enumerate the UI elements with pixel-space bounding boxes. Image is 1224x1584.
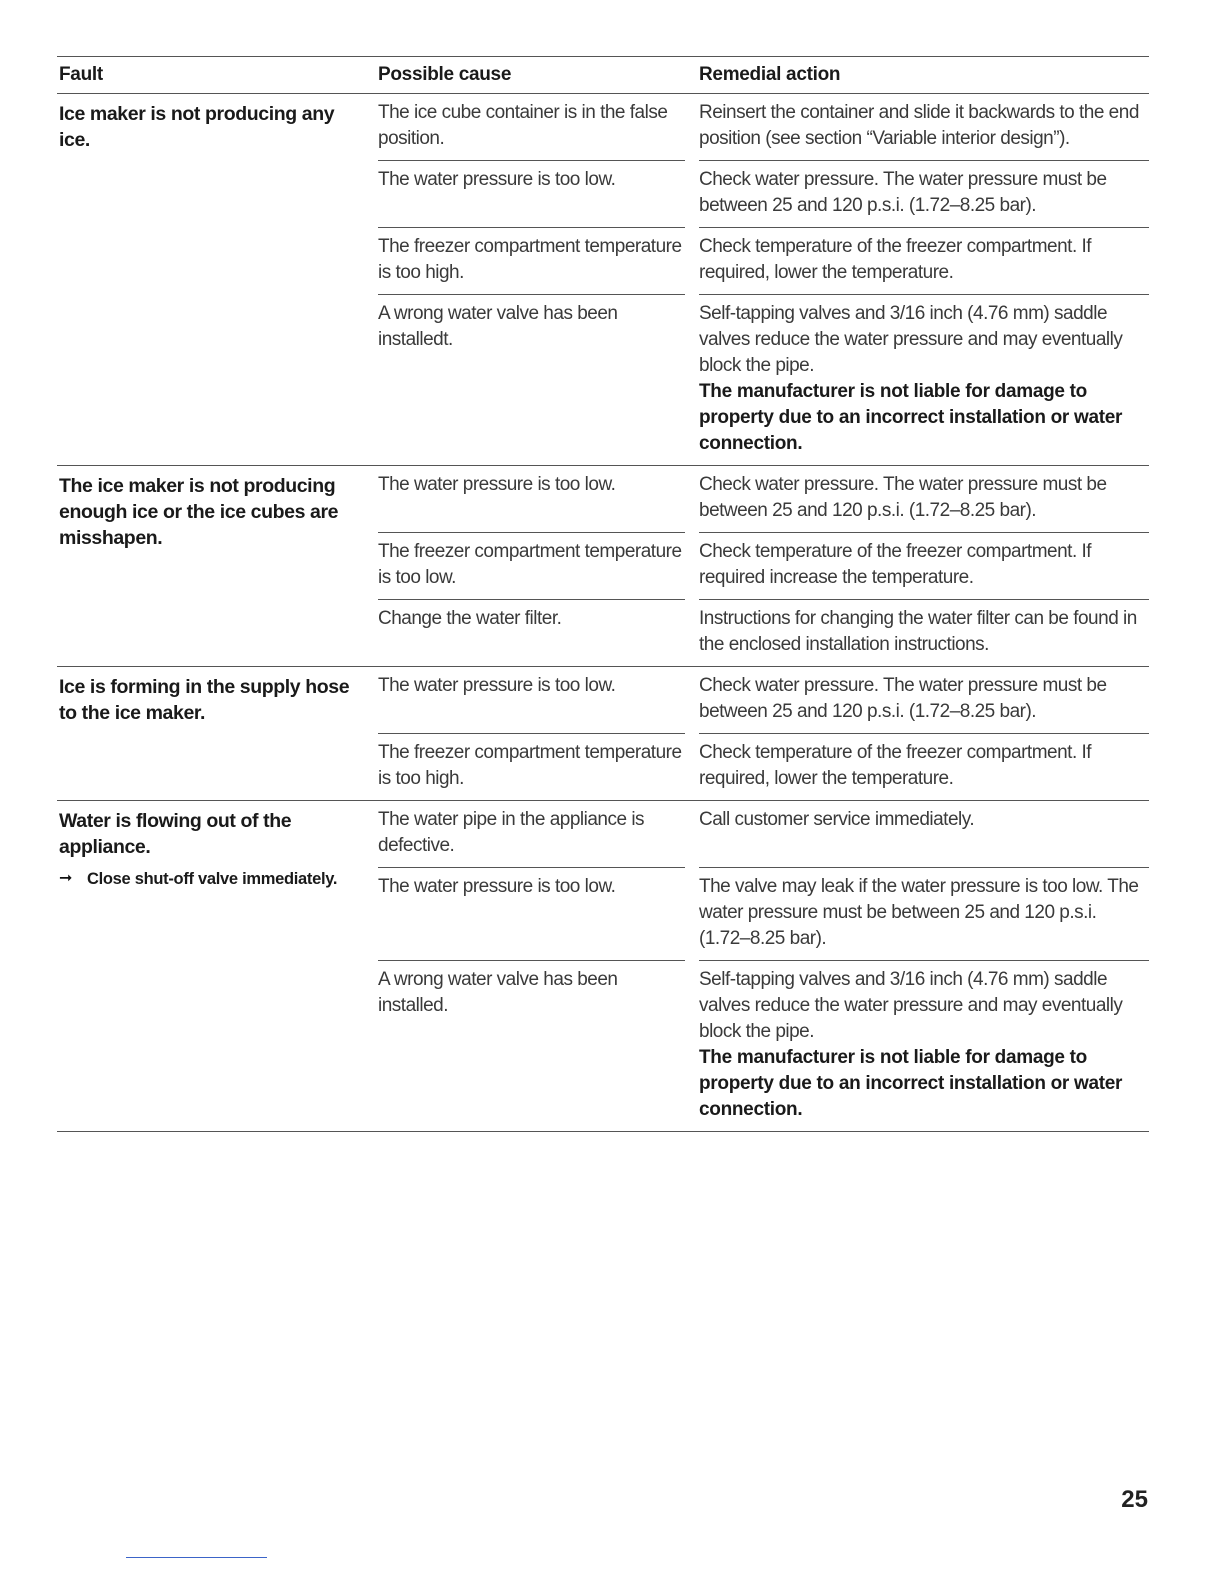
action-cell	[699, 734, 1149, 800]
cause-cell	[378, 600, 685, 666]
liability-note: The manufacturer is not liable for damage to property due to an incorrect installation or water connection.	[699, 381, 1123, 454]
header-cause: Possible cause	[378, 64, 512, 85]
table-row	[378, 868, 1149, 961]
table-row	[378, 734, 1149, 800]
cause-cell	[378, 868, 685, 961]
header-fault: Fault	[59, 64, 103, 85]
cause-action-rows	[378, 667, 1149, 800]
action-content	[699, 161, 1149, 227]
action-content	[699, 228, 1149, 294]
action-content	[699, 961, 1149, 1131]
action-content	[699, 667, 1149, 733]
action-text: The valve may leak if the water pressure is too low. The water pressure must be between 25 and 120 p.s.i. (1.72–8.25 bar).	[699, 876, 1139, 949]
action-cell	[699, 667, 1149, 734]
fault-text: Water is flowing out of the appliance.	[59, 810, 292, 858]
action-cell	[699, 961, 1149, 1131]
fault-cell	[57, 94, 378, 465]
action-cell	[699, 466, 1149, 533]
action-content	[699, 868, 1149, 960]
fault-cell	[57, 466, 378, 666]
action-text: Call customer service immediately.	[699, 809, 975, 830]
cause-cell	[378, 94, 685, 161]
cause-text: The freezer compartment temperature is too low.	[378, 541, 682, 588]
action-text: Self-tapping valves and 3/16 inch (4.76 mm) saddle valves reduce the water pressure and may eventually block the pipe.	[699, 969, 1123, 1042]
cause-text: A wrong water valve has been installedt.	[378, 303, 618, 350]
cause-text: The water pressure is too low.	[378, 675, 616, 696]
troubleshooting-table	[57, 56, 1149, 1132]
fault-cell	[57, 801, 378, 1131]
action-text: Reinsert the container and slide it backwards to the end position (see section “Variable interior design”).	[699, 102, 1139, 149]
table-row	[378, 466, 1149, 533]
cause-text: The water pressure is too low.	[378, 169, 616, 190]
action-content	[699, 94, 1149, 160]
action-text: Check temperature of the freezer compartment. If required increase the temperature.	[699, 541, 1092, 588]
page-number: 25	[1121, 1486, 1148, 1513]
fault-text: The ice maker is not producing enough ice or the ice cubes are misshapen.	[59, 475, 339, 549]
action-content	[699, 533, 1149, 599]
cause-text: The ice cube container is in the false position.	[378, 102, 668, 149]
fault-group	[57, 667, 1149, 801]
table-row	[378, 667, 1149, 734]
action-text: Self-tapping valves and 3/16 inch (4.76 mm) saddle valves reduce the water pressure and may eventually block the pipe.	[699, 303, 1123, 376]
action-cell	[699, 161, 1149, 228]
fault-cell	[57, 667, 378, 800]
header-action: Remedial action	[699, 64, 841, 85]
cause-cell	[378, 295, 685, 465]
table-row	[378, 533, 1149, 600]
cause-action-rows	[378, 466, 1149, 666]
action-content	[699, 734, 1149, 800]
cause-action-rows	[378, 801, 1149, 1131]
table-row	[378, 600, 1149, 666]
arrow-right-icon: ➞	[59, 870, 73, 887]
fault-note-text: Close shut-off valve immediately.	[87, 870, 338, 888]
cause-cell	[378, 801, 685, 868]
fault-text: Ice is forming in the supply hose to the ice maker.	[59, 676, 350, 724]
action-cell	[699, 600, 1149, 666]
footer-rule	[126, 1557, 267, 1558]
cause-cell	[378, 161, 685, 228]
fault-group	[57, 94, 1149, 466]
cause-text: The freezer compartment temperature is too high.	[378, 236, 682, 283]
fault-group	[57, 466, 1149, 667]
table-header	[57, 57, 1149, 94]
table-row	[378, 94, 1149, 161]
table-body	[57, 94, 1149, 1132]
cause-cell	[378, 466, 685, 533]
action-cell	[699, 228, 1149, 295]
action-text: Check temperature of the freezer compartment. If required, lower the temperature.	[699, 236, 1092, 283]
action-text: Instructions for changing the water filter can be found in the enclosed installation instructions.	[699, 608, 1137, 655]
action-text: Check temperature of the freezer compartment. If required, lower the temperature.	[699, 742, 1092, 789]
action-content	[699, 801, 1149, 841]
cause-cell	[378, 228, 685, 295]
cause-action-rows	[378, 94, 1149, 465]
action-cell	[699, 94, 1149, 161]
table-row	[378, 295, 1149, 465]
cause-text: The freezer compartment temperature is too high.	[378, 742, 682, 789]
cause-text: Change the water filter.	[378, 608, 562, 629]
cause-text: The water pressure is too low.	[378, 474, 616, 495]
action-cell	[699, 295, 1149, 465]
action-content	[699, 295, 1149, 465]
fault-note	[59, 868, 368, 890]
action-cell	[699, 868, 1149, 961]
cause-text: The water pressure is too low.	[378, 876, 616, 897]
table-row	[378, 801, 1149, 868]
action-text: Check water pressure. The water pressure must be between 25 and 120 p.s.i. (1.72–8.25 bar).	[699, 474, 1107, 521]
action-content	[699, 600, 1149, 666]
action-text: Check water pressure. The water pressure must be between 25 and 120 p.s.i. (1.72–8.25 bar).	[699, 675, 1107, 722]
cause-text: A wrong water valve has been installed.	[378, 969, 618, 1016]
fault-group	[57, 801, 1149, 1132]
cause-cell	[378, 734, 685, 800]
fault-text: Ice maker is not producing any ice.	[59, 103, 335, 151]
cause-cell	[378, 961, 685, 1131]
cause-cell	[378, 667, 685, 734]
action-content	[699, 466, 1149, 532]
table-row	[378, 161, 1149, 228]
cause-cell	[378, 533, 685, 600]
action-text: Check water pressure. The water pressure must be between 25 and 120 p.s.i. (1.72–8.25 bar).	[699, 169, 1107, 216]
table-row	[378, 961, 1149, 1131]
action-cell	[699, 533, 1149, 600]
table-row	[378, 228, 1149, 295]
liability-note: The manufacturer is not liable for damage to property due to an incorrect installation or water connection.	[699, 1047, 1123, 1120]
action-cell	[699, 801, 1149, 868]
cause-text: The water pipe in the appliance is defective.	[378, 809, 645, 856]
